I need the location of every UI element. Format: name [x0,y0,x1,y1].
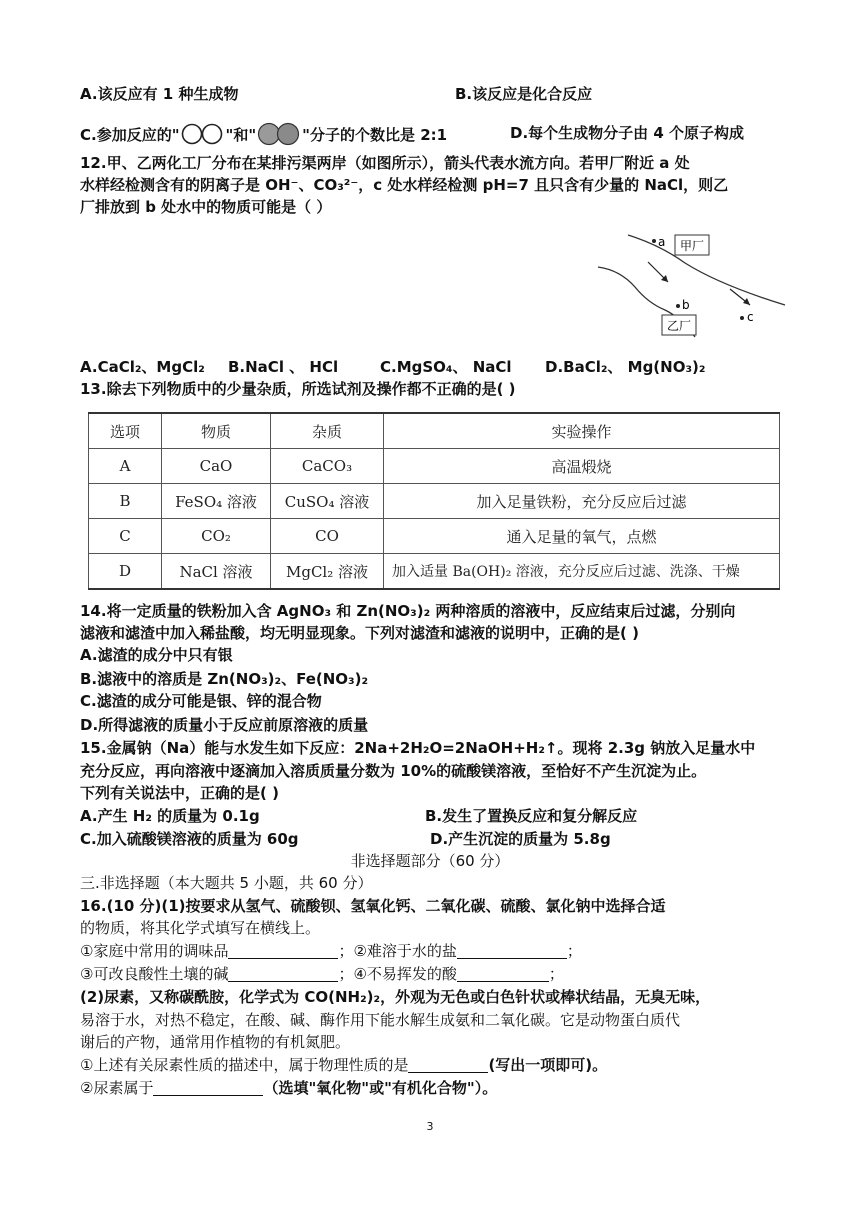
cell-substance: FeSO₄ 溶液 [162,484,271,519]
q15-option-c: C.加入硫酸镁溶液的质量为 60g [80,830,299,848]
cell-substance: CaO [162,449,271,484]
table-row [89,484,780,519]
table-row [89,554,780,590]
q16-line1 [80,895,666,917]
table-header-row [89,413,780,449]
q16-semicolon-2: ； [548,965,564,983]
answer-blank-3[interactable] [228,965,338,982]
q13-stem: 13.除去下列物质中的少量杂质，所选试剂及操作都不正确的是( ) [80,380,516,398]
q16-sub1-prefix: ①上述有关尿素性质的描述中，属于物理性质的是 [80,1056,409,1074]
answer-blank-6[interactable] [153,1079,263,1096]
q11-option-b: B.该反应是化合反应 [455,85,593,103]
table-row [89,449,780,484]
q12-option-a: A.CaCl₂、MgCl₂ [80,358,205,376]
q11-option-a: A.该反应有 1 种生成物 [80,85,239,103]
river-diagram [590,225,790,345]
q16-sub1 [80,1054,607,1076]
q16-sub2-prefix: ②尿素属于 [80,1079,154,1097]
q14-stem-line2: 滤液和滤渣中加入稀盐酸，均无明显现象。下列对滤渣和滤液的说明中，正确的是( ) [80,624,639,642]
factory-yi-label: 乙厂 [666,319,692,333]
q16-item3-label: ③可改良酸性土壤的碱 [80,965,229,983]
header-option: 选项 [89,413,162,449]
header-operation: 实验操作 [384,413,780,449]
table-row [89,519,780,554]
q11-option-c-suffix: "分子的个数比是 2:1 [302,126,448,144]
q12-stem-line3: 厂排放到 b 处水中的物质可能是（ ） [80,198,332,216]
cell-option: B [89,484,162,519]
cell-option: D [89,554,162,590]
q14-option-c: C.滤渣的成分可能是银、锌的混合物 [80,692,322,710]
q16-item4-label: ；④不易挥发的酸 [338,965,457,983]
factory-jia-label: 甲厂 [679,239,705,253]
q16-part2-line2: 易溶于水，对热不稳定，在酸、碱、酶作用下能水解生成氨和二氧化碳。它是动物蛋白质代 [80,1011,681,1029]
q11-option-c [80,122,447,146]
q12-stem-line2: 水样经检测含有的阴离子是 OH⁻、CO₃²⁻，c 处水样经检测 pH=7 且只含有少量的 NaCl，则乙 [80,176,729,194]
cell-impurity: CO [271,519,384,554]
q16-part2-line1 [80,986,710,1008]
q14-option-d: D.所得滤液的质量小于反应前原溶液的质量 [80,716,369,734]
section-title: 非选择题部分（60 分） [350,852,510,870]
label-b: b [682,298,690,312]
label-a: a [658,235,666,249]
q15-option-d: D.产生沉淀的质量为 5.8g [430,830,611,848]
q14-option-a: A.滤渣的成分中只有银 [80,646,233,664]
header-substance: 物质 [162,413,271,449]
q16-sub1-suffix: (写出一项即可)。 [488,1056,608,1074]
q16-line1-text: 16.(10 分)(1)按要求从氢气、硫酸钡、氢氧化钙、二氧化碳、硫酸、氯化钠中选择合适 [80,897,666,915]
label-c: c [747,310,754,324]
white-molecule-icon [180,123,226,145]
q14-option-b: B.滤液中的溶质是 Zn(NO₃)₂、Fe(NO₃)₂ [80,670,369,688]
q12-stem-line1: 12.甲、乙两化工厂分布在某排污渠两岸（如图所示），箭头代表水流方向。若甲厂附近 a 处 [80,154,690,172]
page-number: 3 [426,1120,434,1133]
q16-semicolon-1: ； [566,942,582,960]
q16-item2-label: ；②难溶于水的盐 [338,942,457,960]
q16-item1-label: ①家庭中常用的调味品 [80,942,229,960]
q16-part2-line1-text: (2)尿素，又称碳酰胺，化学式为 CO(NH₂)₂，外观为无色或白色针状或棒状结晶，无臭无味， [80,988,711,1006]
cell-operation: 高温煅烧 [384,449,780,484]
cell-option: A [89,449,162,484]
cell-impurity: MgCl₂ 溶液 [271,554,384,590]
q16-items-row1 [80,940,582,962]
q16-part2-line3: 谢后的产物，通常用作植物的有机氮肥。 [80,1033,351,1051]
answer-blank-4[interactable] [457,965,549,982]
q12-option-b: B.NaCl 、 HCl [228,358,339,376]
cell-operation: 加入足量铁粉，充分反应后过滤 [384,484,780,519]
cell-operation: 通入足量的氧气，点燃 [384,519,780,554]
header-impurity: 杂质 [271,413,384,449]
q15-option-b: B.发生了置换反应和复分解反应 [425,807,638,825]
cell-substance: NaCl 溶液 [162,554,271,590]
answer-blank-2[interactable] [457,942,567,959]
q11-option-c-middle: "和" [225,126,257,144]
q11-option-c-prefix: C.参加反应的" [80,126,180,144]
q16-items-row2 [80,963,564,985]
grey-molecule-icon [256,122,302,146]
part3-title: 三.非选择题（本大题共 5 小题，共 60 分） [80,874,373,892]
q16-line2: 的物质，将其化学式填写在横线上。 [80,919,321,937]
cell-substance: CO₂ [162,519,271,554]
q13-table [88,412,780,590]
q16-sub2 [80,1077,497,1099]
q15-stem-line2: 充分反应，再向溶液中逐滴加入溶质质量分数为 10%的硫酸镁溶液，至恰好不产生沉淀为止。 [80,762,707,780]
answer-blank-5[interactable] [408,1056,488,1073]
cell-impurity: CaCO₃ [271,449,384,484]
cell-operation: 加入适量 Ba(OH)₂ 溶液，充分反应后过滤、洗涤、干燥 [384,554,780,590]
answer-blank-1[interactable] [228,942,338,959]
q15-stem-line3: 下列有关说法中，正确的是( ) [80,784,279,802]
q16-sub2-suffix: （选填"氧化物"或"有机化合物"）。 [263,1079,498,1097]
q11-option-d: D.每个生成物分子由 4 个原子构成 [510,124,745,142]
cell-option: C [89,519,162,554]
q14-stem-line1: 14.将一定质量的铁粉加入含 AgNO₃ 和 Zn(NO₃)₂ 两种溶质的溶液中，反应结束后过滤，分别向 [80,602,736,620]
q15-option-a: A.产生 H₂ 的质量为 0.1g [80,807,260,825]
q12-option-c: C.MgSO₄、 NaCl [380,358,512,376]
cell-impurity: CuSO₄ 溶液 [271,484,384,519]
q12-option-d: D.BaCl₂、 Mg(NO₃)₂ [545,358,706,376]
q15-stem-line1: 15.金属钠（Na）能与水发生如下反应：2Na+2H₂O=2NaOH+H₂↑。现将 2.3g 钠放入足量水中 [80,739,756,757]
